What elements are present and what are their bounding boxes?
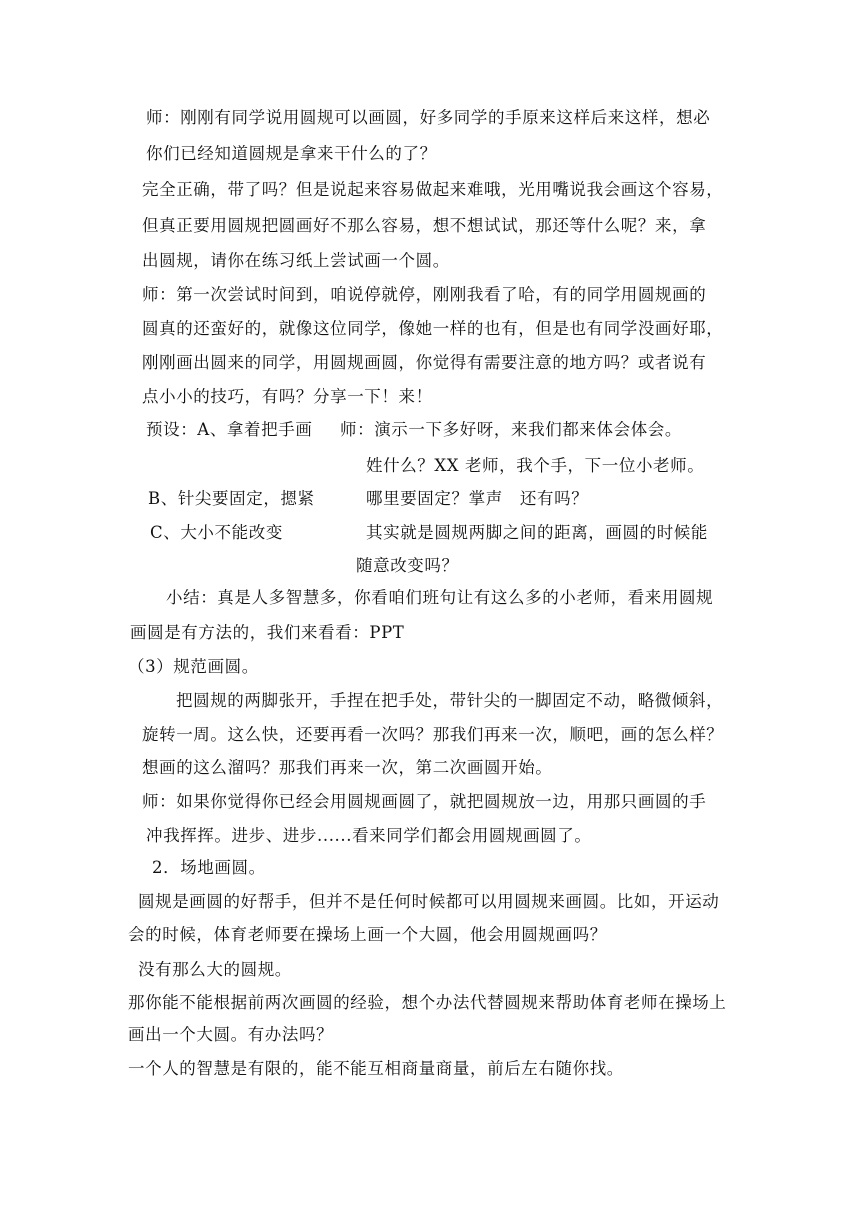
text-line: 出圆规，请你在练习纸上尝试画一个圆。 bbox=[142, 251, 450, 270]
text-line: 冲我挥挥。进步、进步......看来同学们都会用圆规画圆了。 bbox=[146, 826, 592, 845]
text-line: 师：刚刚有同学说用圆规可以画圆，好多同学的手原来这样后来这样，想必 bbox=[146, 108, 711, 127]
text-line: 预设：A、拿着把手画 bbox=[146, 420, 313, 439]
text-line: C、大小不能改变 bbox=[150, 523, 283, 542]
text-line: 其实就是圆规两脚之间的距离，画圆的时候能 bbox=[366, 523, 708, 542]
text-line: 旋转一周。这么快，还要再看一次吗？那我们再来一次，顺吧，画的怎么样？ bbox=[142, 725, 724, 744]
text-line: 画出一个大圆。有办法吗？ bbox=[128, 1025, 334, 1044]
text-line: 圆规是画圆的好帮手，但并不是任何时候都可以用圆规来画圆。比如，开运动 bbox=[138, 892, 720, 911]
text-line: 你们已经知道圆规是拿来干什么的了？ bbox=[146, 144, 437, 163]
text-line: 会的时候，体育老师要在操场上画一个大圆，他会用圆规画吗？ bbox=[128, 925, 607, 944]
section-heading: 2．场地画圆。 bbox=[152, 858, 266, 877]
text-line: 完全正确，带了吗？但是说起来容易做起来难哦，光用嘴说我会画这个容易， bbox=[142, 180, 724, 199]
text-line: 没有那么大的圆规。 bbox=[138, 960, 292, 979]
text-line: 哪里要固定？掌声 还有吗？ bbox=[366, 489, 589, 508]
text-line: 师：演示一下多好呀，来我们都来体会体会。 bbox=[340, 420, 682, 439]
text-line: 师：第一次尝试时间到，咱说停就停，刚刚我看了哈，有的同学用圆规画的 bbox=[142, 285, 707, 304]
text-line: 师：如果你觉得你已经会用圆规画圆了，就把圆规放一边，用那只画圆的手 bbox=[142, 792, 707, 811]
text-line: 那你能不能根据前两次画圆的经验，想个办法代替圆规来帮助体育老师在操场上 bbox=[128, 993, 727, 1012]
text-line: 把圆规的两脚张开，手捏在把手处，带针尖的一脚固定不动，略微倾斜， bbox=[176, 691, 724, 710]
text-line: 一个人的智慧是有限的，能不能互相商量商量，前后左右随你找。 bbox=[128, 1059, 624, 1078]
text-line: 刚刚画出圆来的同学，用圆规画圆，你觉得有需要注意的地方吗？或者说有 bbox=[142, 353, 707, 372]
text-line: 但真正要用圆规把圆画好不那么容易，想不想试试，那还等什么呢？来，拿 bbox=[142, 216, 707, 235]
text-line: 小结：真是人多智慧多，你看咱们班句让有这么多的小老师，看来用圆规 bbox=[166, 588, 714, 607]
text-line: 想画的这么溜吗？那我们再来一次，第二次画圆开始。 bbox=[142, 758, 553, 777]
text-line: （3）规范画圆。 bbox=[128, 657, 259, 676]
text-line: 随意改变吗？ bbox=[356, 556, 459, 575]
text-line: B、针尖要固定，摁紧 bbox=[148, 489, 315, 508]
text-line: 画圆是有方法的，我们来看看：PPT bbox=[130, 623, 405, 642]
text-line: 姓什么？XX 老师，我个手，下一位小老师。 bbox=[366, 456, 705, 475]
text-line: 圆真的还蛮好的，就像这位同学，像她一样的也有，但是也有同学没画好耶， bbox=[142, 319, 724, 338]
text-line: 点小小的技巧，有吗？分享一下！来！ bbox=[142, 387, 433, 406]
